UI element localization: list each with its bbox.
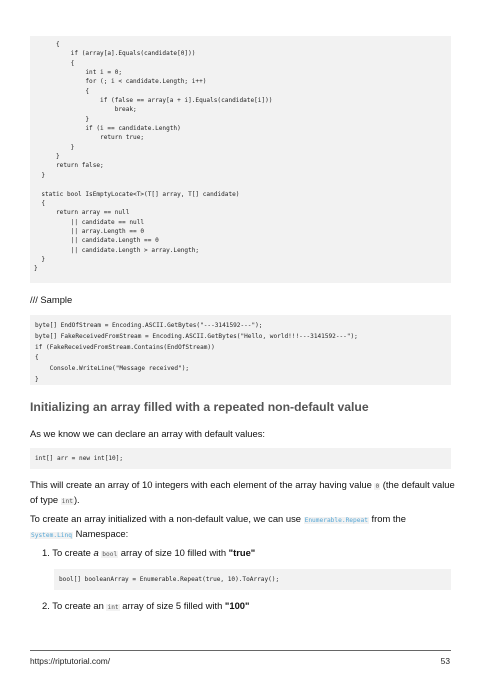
code-text: int[] arr = new int[10]; <box>35 455 124 462</box>
paragraph-text: ). <box>73 494 80 505</box>
paragraph-default-value <box>30 478 455 508</box>
footer-url-link[interactable]: https://riptutorial.com/ <box>30 656 111 666</box>
code-block-contains-method <box>30 36 451 283</box>
list-text: array of size 10 filled with <box>118 547 229 558</box>
paragraph-text: from the <box>368 513 406 524</box>
list-number: 1. <box>42 547 50 558</box>
list-text: To create an <box>52 600 107 611</box>
paragraph-text: (the default value of type <box>30 479 455 505</box>
code-block-sample <box>30 315 451 385</box>
inline-code-int: int <box>107 604 119 611</box>
list-number: 2. <box>42 600 50 611</box>
paragraph-enumerable-repeat <box>30 512 455 542</box>
code-block-bool-array <box>54 569 451 590</box>
inline-code-int: int <box>61 498 73 505</box>
code-block-default-array <box>30 448 451 469</box>
list-bold-value: "100" <box>224 600 250 611</box>
footer-divider <box>30 650 451 651</box>
section-heading: Initializing an array filled with a repeated non-default value <box>30 400 369 414</box>
list-italic-text: a <box>93 547 99 558</box>
link-enumerable-repeat[interactable]: Enumerable.Repeat <box>304 517 368 524</box>
code-text: { if (array[a].Equals(candidate[0])) { int i = 0; for (; i < candidate.Length; i++) { if (false == array[a + i].Equals(candidate[i])) break; } if (i == candidate.Length) return true; } } return false; } static bool IsEmptyLocate<T>(T[] array, T[] candidate) { return array == null || candidate == null || array.Length == 0 || candidate.Length == 0 || candidate.Length > array.Length; } } <box>34 41 273 273</box>
list-item-int-array <box>42 599 249 614</box>
inline-code-bool: bool <box>102 551 118 558</box>
paragraph-text: To create an array initialized with a non-default value, we can use <box>30 513 304 524</box>
list-item-bool-array <box>42 546 255 561</box>
code-text: byte[] EndOfStream = Encoding.ASCII.GetBytes("---3141592---"); byte[] FakeReceivedFromStream = Encoding.ASCII.GetBytes("Hello, world!!!---3141592---"); if (FakeReceivedFromStream.Contains(EndOfStream)) { Console.WriteLine("Message received"); } <box>35 322 358 383</box>
intro-paragraph: As we know we can declare an array with default values: <box>30 428 266 439</box>
paragraph-text: This will create an array of 10 integers with each element of the array having value <box>30 479 375 490</box>
list-text: array of size 5 filled with <box>119 600 225 611</box>
paragraph-text: Namespace: <box>72 528 129 539</box>
list-bold-value: "true" <box>228 547 256 558</box>
inline-code-zero: 0 <box>375 483 380 490</box>
link-system-linq[interactable]: System.Linq <box>31 532 72 539</box>
page-number: 53 <box>440 656 450 666</box>
list-text: To create <box>52 547 94 558</box>
code-text: bool[] booleanArray = Enumerable.Repeat(true, 10).ToArray(); <box>59 576 280 583</box>
sample-label: /// Sample <box>30 294 73 305</box>
